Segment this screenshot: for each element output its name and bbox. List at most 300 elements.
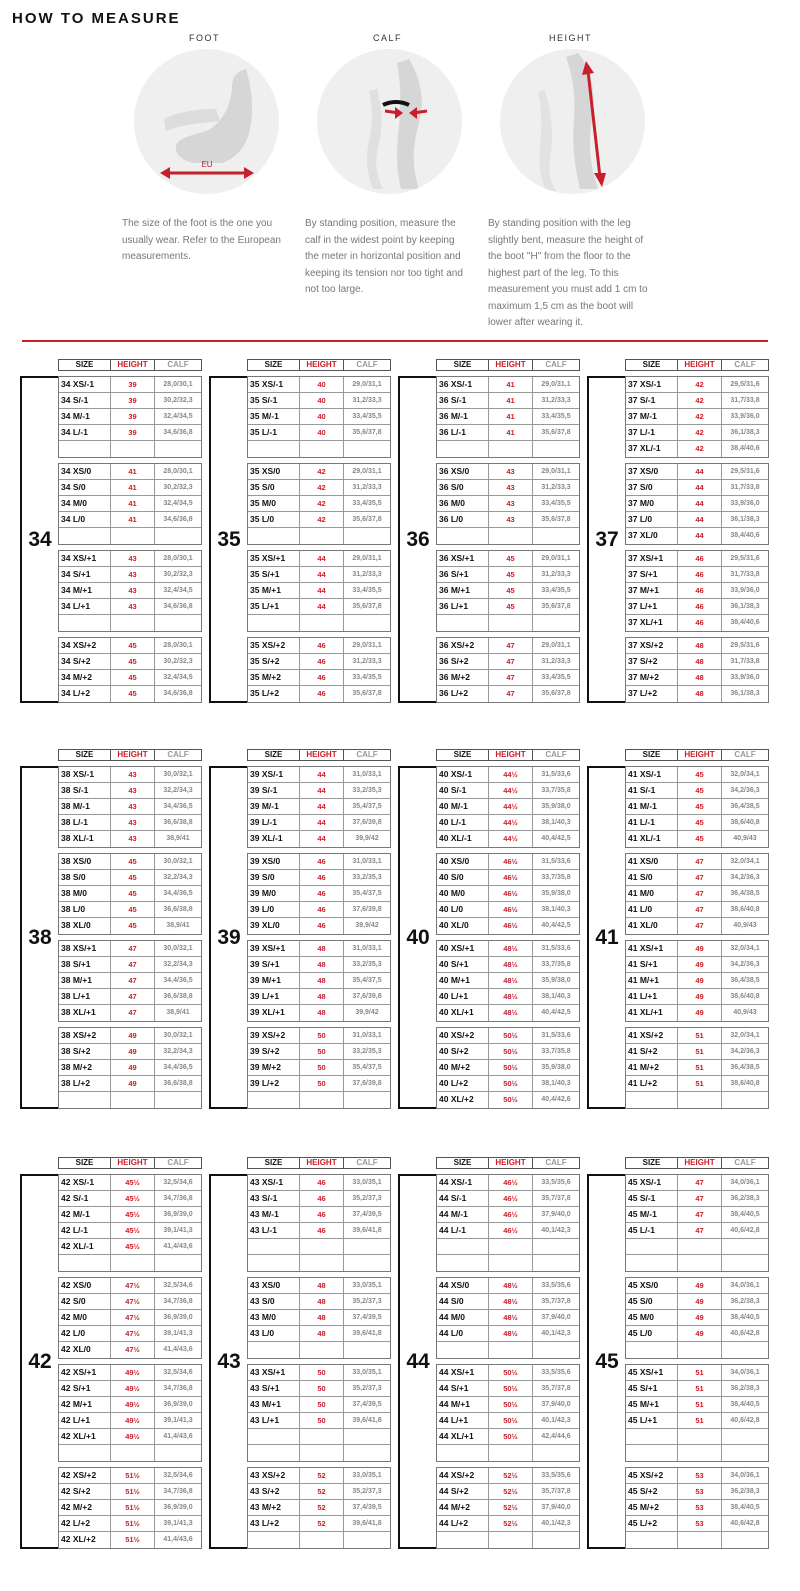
cell-calf: 29,0/31,1 xyxy=(541,555,571,562)
cell-size: 37 XS/+2 xyxy=(626,638,678,653)
header-height: HEIGHT xyxy=(489,750,533,760)
cell-calf xyxy=(533,1445,579,1461)
cell-size xyxy=(248,1239,300,1254)
cell-size: 38 XL/0 xyxy=(59,918,111,934)
cell-calf: 29,0/31,1 xyxy=(541,381,571,388)
table-row xyxy=(437,441,579,457)
cell-size: 41 M/0 xyxy=(626,886,678,901)
cell-size: 39 XS/+2 xyxy=(248,1028,300,1043)
cell-calf: 39,1/41,3 xyxy=(163,1227,193,1234)
table-row xyxy=(437,1255,579,1271)
cell-height: 44 xyxy=(300,567,344,582)
cell-calf: 36,4/38,5 xyxy=(730,1064,760,1071)
cell-calf: 35,6/37,8 xyxy=(541,429,571,436)
size-number: 35 xyxy=(209,376,247,703)
table-block xyxy=(436,1364,580,1462)
cell-calf xyxy=(533,1342,579,1358)
cell-size: 38 M/0 xyxy=(59,886,111,901)
measure-label: CALF xyxy=(372,33,402,43)
table-row xyxy=(248,1044,390,1060)
cell-height: 46 xyxy=(678,567,722,582)
cell-calf: 38,4/40,5 xyxy=(730,1504,760,1511)
cell-size: 44 L/-1 xyxy=(437,1223,489,1238)
cell-calf: 35,2/37,3 xyxy=(352,1488,382,1495)
cell-calf xyxy=(533,1532,579,1548)
measure-description: The size of the foot is the one you usually wear. Refer to the European measurements. xyxy=(122,218,281,262)
table-row xyxy=(59,1092,201,1108)
cell-calf xyxy=(722,1532,768,1548)
cell-size: 36 XS/-1 xyxy=(437,377,489,392)
cell-height: 48½ xyxy=(489,1310,533,1325)
table-row xyxy=(59,1223,201,1239)
cell-size: 41 M/+2 xyxy=(626,1060,678,1075)
table-row xyxy=(59,902,201,918)
cell-calf: 40,9/43 xyxy=(733,1009,757,1016)
cell-size: 42 M/-1 xyxy=(59,1207,111,1222)
cell-size: 36 XS/+2 xyxy=(437,638,489,653)
table-row xyxy=(248,1516,390,1532)
cell-calf: 37,6/39,8 xyxy=(352,906,382,913)
cell-height: 42 xyxy=(678,377,722,392)
cell-size: 42 L/0 xyxy=(59,1326,111,1341)
cell-height: 48 xyxy=(300,1005,344,1021)
table-block xyxy=(247,1174,391,1272)
cell-calf: 38,4/40,6 xyxy=(730,619,760,626)
table-row xyxy=(437,1207,579,1223)
cell-size: 41 S/+2 xyxy=(626,1044,678,1059)
cell-size xyxy=(626,1429,678,1444)
size-table xyxy=(625,749,769,1109)
cell-size: 42 S/-1 xyxy=(59,1191,111,1206)
cell-size: 35 S/-1 xyxy=(248,393,300,408)
cell-size: 35 L/+1 xyxy=(248,599,300,614)
header-height: HEIGHT xyxy=(300,750,344,760)
cell-size: 35 M/0 xyxy=(248,496,300,511)
cell-size: 41 XS/-1 xyxy=(626,767,678,782)
cell-size: 34 S/-1 xyxy=(59,393,111,408)
cell-height: 45 xyxy=(111,654,155,669)
cell-height: 52½ xyxy=(489,1468,533,1483)
cell-height: 41 xyxy=(111,512,155,527)
table-row xyxy=(437,1278,579,1294)
table-block xyxy=(436,550,580,632)
cell-size: 40 XS/+2 xyxy=(437,1028,489,1043)
table-block xyxy=(247,1467,391,1549)
header-height: HEIGHT xyxy=(489,360,533,370)
cell-height: 40 xyxy=(300,393,344,408)
cell-size: 44 XS/0 xyxy=(437,1278,489,1293)
cell-height: 49 xyxy=(678,1310,722,1325)
cell-size: 38 S/-1 xyxy=(59,783,111,798)
cell-calf xyxy=(155,1445,201,1461)
cell-height: 49 xyxy=(678,1326,722,1341)
cell-height: 51 xyxy=(678,1060,722,1075)
cell-size: 43 M/+1 xyxy=(248,1397,300,1412)
cell-size: 34 S/0 xyxy=(59,480,111,495)
cell-height xyxy=(489,1445,533,1461)
table-row xyxy=(59,1445,201,1461)
table-row xyxy=(437,393,579,409)
cell-calf: 38,4/40,5 xyxy=(730,1211,760,1218)
cell-calf: 35,6/37,8 xyxy=(541,516,571,523)
cell-calf: 34,6/36,8 xyxy=(163,603,193,610)
table-row xyxy=(248,1500,390,1516)
cell-size: 39 S/+2 xyxy=(248,1044,300,1059)
cell-calf: 34,2/36,3 xyxy=(730,874,760,881)
cell-height: 52 xyxy=(300,1516,344,1531)
table-row xyxy=(59,1397,201,1413)
table-row xyxy=(437,799,579,815)
cell-calf: 39,9/42 xyxy=(355,1009,379,1016)
cell-calf: 38,1/40,3 xyxy=(541,1080,571,1087)
cell-height: 49 xyxy=(678,1005,722,1021)
cell-height: 44 xyxy=(300,799,344,814)
cell-size: 39 XS/+1 xyxy=(248,941,300,956)
table-row xyxy=(437,1381,579,1397)
cell-size: 39 L/-1 xyxy=(248,815,300,830)
cell-size: 40 XS/+1 xyxy=(437,941,489,956)
cell-calf: 34,6/36,8 xyxy=(163,690,193,697)
cell-calf: 39,1/41,3 xyxy=(163,1520,193,1527)
cell-height: 44½ xyxy=(489,815,533,830)
cell-size: 45 L/0 xyxy=(626,1326,678,1341)
cell-height: 50 xyxy=(300,1381,344,1396)
cell-calf: 35,7/37,8 xyxy=(541,1195,571,1202)
cell-height: 49½ xyxy=(111,1429,155,1444)
cell-calf: 29,5/31,6 xyxy=(730,468,760,475)
cell-calf: 32,0/34,1 xyxy=(730,771,760,778)
cell-size: 34 XS/-1 xyxy=(59,377,111,392)
table-block xyxy=(625,853,769,935)
table-row xyxy=(248,409,390,425)
cell-height xyxy=(678,1342,722,1358)
cell-height: 49 xyxy=(678,973,722,988)
cell-calf: 37,6/39,8 xyxy=(352,1080,382,1087)
cell-height: 45½ xyxy=(111,1207,155,1222)
table-block xyxy=(436,766,580,848)
cell-calf xyxy=(722,1445,768,1461)
size-table xyxy=(436,359,580,703)
height-icon xyxy=(500,49,645,194)
cell-calf: 40,6/42,8 xyxy=(730,1330,760,1337)
cell-calf: 32,2/34,3 xyxy=(163,874,193,881)
cell-calf: 40,9/43 xyxy=(733,922,757,929)
cell-calf: 33,9/36,0 xyxy=(730,413,760,420)
cell-size: 42 L/+2 xyxy=(59,1516,111,1531)
cell-calf: 38,9/41 xyxy=(166,1009,190,1016)
cell-height: 49 xyxy=(111,1060,155,1075)
cell-height: 41 xyxy=(489,393,533,408)
table-block xyxy=(247,853,391,935)
cell-calf: 34,0/36,1 xyxy=(730,1369,760,1376)
cell-height: 51½ xyxy=(111,1484,155,1499)
cell-size: 37 L/-1 xyxy=(626,425,678,440)
cell-height: 44 xyxy=(300,583,344,598)
cell-height: 48 xyxy=(678,654,722,669)
table-row xyxy=(626,1278,768,1294)
cell-size: 43 XS/+2 xyxy=(248,1468,300,1483)
cell-calf: 40,4/42,6 xyxy=(541,1096,571,1103)
cell-calf: 37,9/40,0 xyxy=(541,1314,571,1321)
cell-size xyxy=(59,615,111,631)
table-row xyxy=(248,1342,390,1358)
cell-calf: 33,7/35,8 xyxy=(541,787,571,794)
cell-calf: 41,4/43,6 xyxy=(163,1346,193,1353)
cell-size: 34 L/0 xyxy=(59,512,111,527)
cell-size: 39 L/+1 xyxy=(248,989,300,1004)
cell-height: 49½ xyxy=(111,1381,155,1396)
table-row xyxy=(248,1175,390,1191)
size-number: 40 xyxy=(398,766,436,1109)
table-row xyxy=(437,957,579,973)
size-number: 39 xyxy=(209,766,247,1109)
cell-height: 52 xyxy=(300,1468,344,1483)
cell-height: 47 xyxy=(111,957,155,972)
table-row xyxy=(437,815,579,831)
cell-height: 44½ xyxy=(489,831,533,847)
cell-size: 38 XS/+1 xyxy=(59,941,111,956)
table-block xyxy=(436,940,580,1022)
header-height: HEIGHT xyxy=(678,360,722,370)
cell-height: 46 xyxy=(678,615,722,631)
cell-calf: 31,7/33,8 xyxy=(730,484,760,491)
cell-height xyxy=(300,615,344,631)
cell-height: 51 xyxy=(678,1076,722,1091)
cell-size: 36 S/+2 xyxy=(437,654,489,669)
cell-height: 45 xyxy=(111,902,155,917)
table-row xyxy=(437,1239,579,1255)
cell-calf: 33,7/35,8 xyxy=(541,1048,571,1055)
cell-size: 44 S/+1 xyxy=(437,1381,489,1396)
cell-size: 44 S/0 xyxy=(437,1294,489,1309)
table-row xyxy=(437,902,579,918)
cell-height: 48 xyxy=(300,1310,344,1325)
cell-size: 38 XS/+2 xyxy=(59,1028,111,1043)
table-row xyxy=(248,1326,390,1342)
cell-calf xyxy=(533,441,579,457)
cell-calf: 34,7/36,8 xyxy=(163,1298,193,1305)
cell-height: 43 xyxy=(111,551,155,566)
cell-calf: 33,0/35,1 xyxy=(352,1179,382,1186)
measure-label: FOOT xyxy=(189,33,220,43)
cell-calf: 30,0/32,1 xyxy=(163,945,193,952)
table-row xyxy=(59,1175,201,1191)
cell-height: 46 xyxy=(300,670,344,685)
cell-size xyxy=(248,1429,300,1444)
table-row xyxy=(248,1239,390,1255)
cell-size: 45 XS/0 xyxy=(626,1278,678,1293)
cell-calf: 35,9/38,0 xyxy=(541,1064,571,1071)
table-row xyxy=(59,783,201,799)
table-row xyxy=(437,464,579,480)
cell-calf: 40,1/42,3 xyxy=(541,1520,571,1527)
cell-size: 38 XS/-1 xyxy=(59,767,111,782)
cell-size: 40 XL/0 xyxy=(437,918,489,934)
table-row xyxy=(626,1516,768,1532)
cell-height: 50 xyxy=(300,1060,344,1075)
table-row xyxy=(59,973,201,989)
table-row xyxy=(626,1500,768,1516)
cell-size: 45 M/0 xyxy=(626,1310,678,1325)
cell-height: 40 xyxy=(300,377,344,392)
table-row xyxy=(248,1092,390,1108)
cell-calf xyxy=(344,1532,390,1548)
cell-size: 45 XS/-1 xyxy=(626,1175,678,1190)
table-row xyxy=(59,686,201,702)
header-size: SIZE xyxy=(626,360,678,370)
cell-height: 53 xyxy=(678,1468,722,1483)
cell-height: 51 xyxy=(678,1044,722,1059)
cell-size: 40 M/-1 xyxy=(437,799,489,814)
table-row xyxy=(626,670,768,686)
cell-calf: 32,4/34,5 xyxy=(163,587,193,594)
table-header xyxy=(625,359,769,371)
table-row xyxy=(248,1365,390,1381)
table-row xyxy=(59,1278,201,1294)
size-table xyxy=(436,1157,580,1549)
cell-calf: 33,2/35,3 xyxy=(352,787,382,794)
table-row xyxy=(437,1191,579,1207)
cell-calf: 35,7/37,8 xyxy=(541,1488,571,1495)
cell-height: 47 xyxy=(678,918,722,934)
cell-height: 44 xyxy=(300,815,344,830)
table-row xyxy=(626,1429,768,1445)
table-block xyxy=(247,940,391,1022)
cell-size: 37 XS/0 xyxy=(626,464,678,479)
table-row xyxy=(626,1294,768,1310)
cell-size: 42 XL/0 xyxy=(59,1342,111,1358)
cell-size: 34 M/-1 xyxy=(59,409,111,424)
table-row xyxy=(437,1532,579,1548)
table-row xyxy=(59,615,201,631)
table-row xyxy=(437,1326,579,1342)
cell-calf: 30,2/32,3 xyxy=(163,397,193,404)
cell-calf xyxy=(533,528,579,544)
cell-calf: 33,0/35,1 xyxy=(352,1472,382,1479)
cell-height xyxy=(300,1239,344,1254)
cell-size: 41 L/+1 xyxy=(626,989,678,1004)
table-block xyxy=(625,637,769,703)
cell-height: 46½ xyxy=(489,1207,533,1222)
cell-calf xyxy=(722,1342,768,1358)
cell-calf: 31,2/33,3 xyxy=(352,397,382,404)
cell-height: 48 xyxy=(300,941,344,956)
cell-height: 47 xyxy=(678,886,722,901)
cell-calf: 32,5/34,6 xyxy=(163,1179,193,1186)
table-row xyxy=(626,1255,768,1271)
cell-height: 45½ xyxy=(111,1223,155,1238)
cell-height: 49 xyxy=(111,1076,155,1091)
cell-height xyxy=(678,1445,722,1461)
cell-height: 43 xyxy=(489,480,533,495)
cell-size: 36 L/+1 xyxy=(437,599,489,614)
table-header xyxy=(247,749,391,761)
cell-size: 35 S/+2 xyxy=(248,654,300,669)
cell-height: 45 xyxy=(678,783,722,798)
table-row xyxy=(437,1076,579,1092)
cell-size: 43 XS/0 xyxy=(248,1278,300,1293)
table-row xyxy=(248,686,390,702)
cell-height: 45 xyxy=(489,551,533,566)
cell-size: 42 XS/+1 xyxy=(59,1365,111,1380)
cell-calf xyxy=(344,1239,390,1254)
table-block xyxy=(247,1277,391,1359)
cell-height: 46 xyxy=(300,918,344,934)
cell-height: 46½ xyxy=(489,1175,533,1190)
table-row xyxy=(248,941,390,957)
table-row xyxy=(59,1532,201,1548)
table-row xyxy=(248,1076,390,1092)
cell-size: 45 S/0 xyxy=(626,1294,678,1309)
cell-calf: 32,4/34,5 xyxy=(163,413,193,420)
table-row xyxy=(626,1028,768,1044)
cell-calf: 30,2/32,3 xyxy=(163,571,193,578)
cell-calf: 35,2/37,3 xyxy=(352,1385,382,1392)
cell-height: 49 xyxy=(678,1294,722,1309)
cell-calf: 37,4/39,5 xyxy=(352,1314,382,1321)
cell-size: 38 M/-1 xyxy=(59,799,111,814)
table-row xyxy=(437,1310,579,1326)
measure-calf xyxy=(305,33,470,299)
cell-size: 40 M/+1 xyxy=(437,973,489,988)
table-row xyxy=(437,654,579,670)
cell-size: 42 S/+2 xyxy=(59,1484,111,1499)
table-row xyxy=(437,783,579,799)
size-number: 43 xyxy=(209,1174,247,1549)
cell-size: 35 XS/-1 xyxy=(248,377,300,392)
table-row xyxy=(248,831,390,847)
table-row xyxy=(248,1397,390,1413)
cell-height: 43 xyxy=(489,496,533,511)
cell-size: 45 S/+1 xyxy=(626,1381,678,1396)
cell-height xyxy=(678,1092,722,1108)
size-number: 38 xyxy=(20,766,58,1109)
cell-calf: 35,6/37,8 xyxy=(541,690,571,697)
cell-calf: 35,7/37,8 xyxy=(541,1385,571,1392)
cell-height: 44 xyxy=(678,464,722,479)
cell-height: 48½ xyxy=(489,957,533,972)
cell-height: 50½ xyxy=(489,1060,533,1075)
table-block xyxy=(436,376,580,458)
cell-height xyxy=(300,1255,344,1271)
calf-icon xyxy=(317,49,462,194)
cell-height: 51 xyxy=(678,1413,722,1428)
cell-height: 40 xyxy=(300,409,344,424)
table-row xyxy=(626,615,768,631)
table-row xyxy=(437,551,579,567)
table-row xyxy=(626,815,768,831)
cell-size xyxy=(59,1445,111,1461)
cell-size: 39 S/0 xyxy=(248,870,300,885)
cell-height: 42 xyxy=(678,393,722,408)
cell-height: 46 xyxy=(300,1207,344,1222)
cell-size: 37 M/+1 xyxy=(626,583,678,598)
cell-height: 51 xyxy=(678,1365,722,1380)
cell-size: 43 L/+1 xyxy=(248,1413,300,1428)
cell-height: 44 xyxy=(300,831,344,847)
table-row xyxy=(626,1044,768,1060)
table-row xyxy=(59,1239,201,1255)
cell-size: 42 XL/-1 xyxy=(59,1239,111,1254)
cell-calf: 35,6/37,8 xyxy=(352,603,382,610)
cell-height xyxy=(300,528,344,544)
cell-height: 42 xyxy=(300,496,344,511)
cell-height xyxy=(111,615,155,631)
cell-size: 44 L/+2 xyxy=(437,1516,489,1531)
table-row xyxy=(626,1342,768,1358)
cell-calf: 38,1/40,3 xyxy=(541,993,571,1000)
cell-height xyxy=(489,615,533,631)
